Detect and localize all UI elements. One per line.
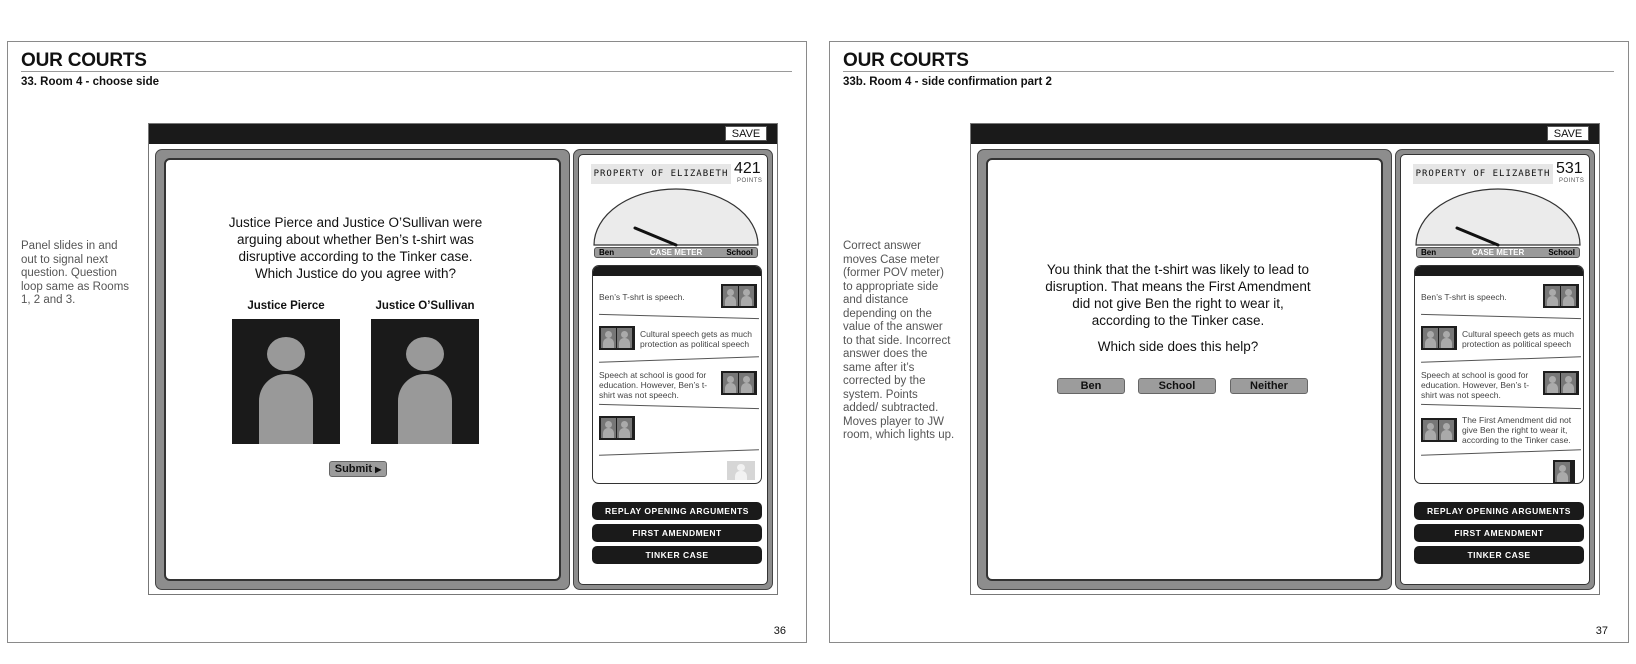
school-choice-button[interactable]: School — [1138, 378, 1216, 394]
submit-button[interactable] — [329, 461, 387, 477]
meter-left-label: Ben — [599, 248, 615, 257]
page-number: 37 — [1595, 625, 1608, 637]
evidence-list-header — [1415, 266, 1583, 276]
evidence-item-1[interactable] — [599, 284, 757, 312]
speaker-thumbnail-icon — [721, 284, 757, 308]
page-title: OUR COURTS — [21, 50, 147, 71]
evidence-text: The First Amendment did not give Ben the right to wear it, according to the Tinker case. — [1462, 415, 1572, 445]
speaker-thumbnail-icon — [1421, 326, 1457, 350]
page-title: OUR COURTS — [843, 50, 969, 71]
designer-note: Panel slides in and out to signal next question. Question loop same as Rooms 1, 2 and 3. — [21, 240, 130, 306]
case-meter-bar — [594, 247, 758, 258]
page-subtitle: 33b. Room 4 - side confirmation part 2 — [843, 76, 1052, 88]
justice-pierce-portrait[interactable] — [232, 319, 340, 444]
evidence-list — [1414, 265, 1584, 484]
top-bar — [971, 124, 1599, 144]
ben-choice-button[interactable]: Ben — [1057, 378, 1125, 394]
page-subtitle: 33. Room 4 - choose side — [21, 76, 160, 88]
points-label: POINTS — [1559, 178, 1585, 184]
speaker-thumbnail-icon — [599, 416, 635, 440]
replay-opening-arguments-button[interactable]: REPLAY OPENING ARGUMENTS — [1414, 502, 1584, 520]
storyboard-page-36 — [7, 41, 807, 643]
tinker-case-button[interactable]: TINKER CASE — [592, 546, 762, 564]
points-label: POINTS — [737, 178, 763, 184]
person-silhouette-icon — [406, 337, 444, 371]
first-amendment-button[interactable]: FIRST AMENDMENT — [592, 524, 762, 542]
title-divider — [21, 71, 792, 72]
statement-text: You think that the t-shirt was likely to lead to disruption. That means the First Amendment did not give Ben the right to wear it, according to the Tinker case. — [1045, 262, 1311, 328]
speaker-thumbnail-icon — [1543, 371, 1579, 395]
question-panel-frame — [977, 149, 1392, 590]
evidence-item-1[interactable] — [1421, 284, 1579, 312]
page-number: 36 — [773, 625, 786, 637]
meter-title: CASE METER — [1471, 248, 1525, 257]
meter-title: CASE METER — [649, 248, 703, 257]
tinker-case-button[interactable]: TINKER CASE — [1414, 546, 1584, 564]
sidebar-frame — [573, 149, 773, 590]
evidence-list-header — [593, 266, 761, 276]
game-screen — [148, 123, 778, 595]
person-silhouette-icon — [267, 337, 305, 371]
evidence-item-4[interactable] — [1421, 415, 1579, 447]
submit-label: Submit — [334, 463, 373, 475]
replay-opening-arguments-button[interactable]: REPLAY OPENING ARGUMENTS — [592, 502, 762, 520]
evidence-text: Cultural speech gets as much protection as political speech — [1462, 329, 1574, 349]
storyboard-page-37 — [829, 41, 1629, 643]
sidebar — [578, 154, 768, 585]
evidence-text: Speech at school is good for education. However, Ben’s t-shirt was not speech. — [599, 370, 708, 400]
speaker-thumbnail-icon — [1543, 284, 1579, 308]
designer-note: Correct answer moves Case meter (former POV meter) to appropriate side and distance depending on the value of the answer to that side. Incorrect answer does the same after it’s corrected by the system. Points added/ subtracted. Moves player to JW room, which lights up. — [843, 240, 955, 441]
neither-choice-button[interactable]: Neither — [1230, 378, 1308, 394]
question-text: Justice Pierce and Justice O’Sullivan were arguing about whether Ben’s t-shirt was disruptive according to the Tinker case. Which Justice do you agree with? — [228, 215, 483, 281]
game-screen — [970, 123, 1600, 595]
question-panel — [164, 158, 561, 581]
speaker-thumbnail-icon — [1421, 418, 1457, 442]
owner-label: PROPERTY OF ELIZABETH — [591, 164, 731, 184]
play-icon: ▶ — [375, 465, 382, 474]
evidence-list — [592, 265, 762, 484]
evidence-text: Cultural speech gets as much protection as political speech — [640, 329, 752, 349]
question-panel-frame — [155, 149, 570, 590]
speaker-thumbnail-icon — [599, 326, 635, 350]
empty-evidence-slot-icon — [727, 461, 755, 480]
justice-osullivan-label: Justice O’Sullivan — [375, 300, 475, 312]
case-meter-bar — [1416, 247, 1580, 258]
save-button[interactable]: SAVE — [1547, 126, 1589, 141]
justice-pierce-label: Justice Pierce — [247, 300, 325, 312]
meter-right-label: School — [726, 248, 753, 257]
meter-left-label: Ben — [1421, 248, 1437, 257]
evidence-text: Ben’s T-shrt is speech. — [599, 292, 685, 302]
sidebar-frame — [1395, 149, 1595, 590]
first-amendment-button[interactable]: FIRST AMENDMENT — [1414, 524, 1584, 542]
question-panel — [986, 158, 1383, 581]
evidence-item-4[interactable] — [599, 416, 757, 444]
case-meter-gauge — [589, 185, 763, 249]
points-value: 421 — [734, 160, 761, 177]
points-value: 531 — [1556, 160, 1583, 177]
top-bar — [149, 124, 777, 144]
meter-right-label: School — [1548, 248, 1575, 257]
evidence-item-3[interactable] — [1421, 368, 1579, 402]
title-divider — [843, 71, 1614, 72]
evidence-item-2[interactable] — [599, 326, 757, 354]
new-evidence-thumbnail-icon — [1553, 460, 1575, 484]
question-text: Which side does this help? — [1097, 339, 1259, 354]
evidence-text: Ben’s T-shrt is speech. — [1421, 292, 1507, 302]
owner-label: PROPERTY OF ELIZABETH — [1413, 164, 1553, 184]
save-button[interactable]: SAVE — [725, 126, 767, 141]
evidence-item-3[interactable] — [599, 368, 757, 402]
evidence-text: Speech at school is good for education. However, Ben’s t-shirt was not speech. — [1421, 370, 1530, 400]
speaker-thumbnail-icon — [721, 371, 757, 395]
justice-osullivan-portrait[interactable] — [371, 319, 479, 444]
evidence-item-2[interactable] — [1421, 326, 1579, 354]
case-meter-gauge — [1411, 185, 1585, 249]
sidebar — [1400, 154, 1590, 585]
